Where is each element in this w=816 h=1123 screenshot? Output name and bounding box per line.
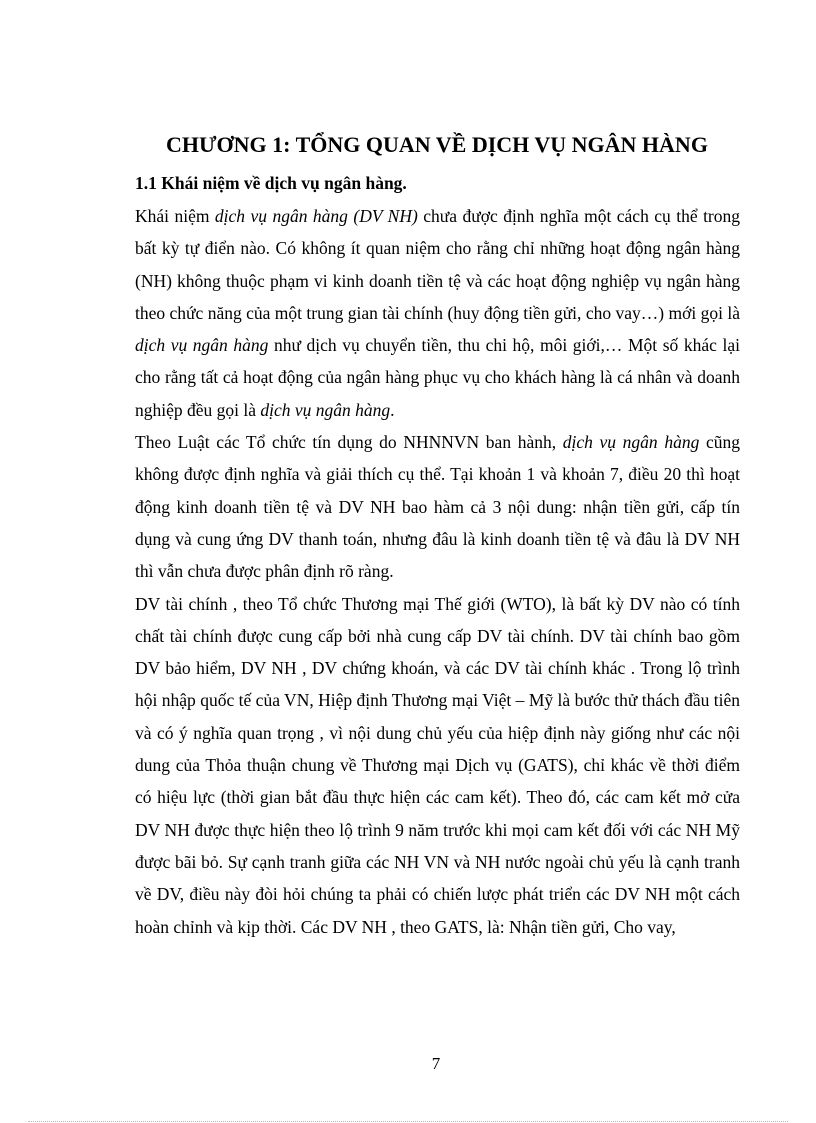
paragraph-1-text-1: Khái niệm [135, 206, 215, 226]
paragraph-3-text-1: DV tài chính , theo Tổ chức Thương mại Thế giới (WTO), là bất kỳ DV nào có tính chất tài chính được cung cấp bởi nhà cung cấp DV tài chính. DV tài chính bao gồm DV bảo hiểm, DV NH , DV chứng khoán, và các DV tài chính khác . Trong lộ trình hội nhập quốc tế của VN, Hiệp định Thương mại Việt – Mỹ là bước thử thách đầu tiên và có ý nghĩa quan trọng , vì nội dung chủ yếu của hiệp định này giống như các nội dung của Thỏa thuận chung về Thương mại Dịch vụ (GATS), chỉ khác về thời điểm có hiệu lực (thời gian bắt đầu thực hiện các cam kết). Theo đó, các cam kết mở cửa DV NH được thực hiện theo lộ trình 9 năm trước khi mọi cam kết đối với các NH Mỹ được bãi bỏ. Sự cạnh tranh giữa các NH VN và NH nước ngoài chủ yếu là cạnh tranh về DV, điều này đòi hỏi chúng ta phải có chiến lược phát triển các DV NH một cách hoàn chỉnh và kịp thời. Các DV NH , theo GATS, là: Nhận tiền gửi, Cho vay, [135, 593, 740, 937]
paragraph-1-text-3: như dịch vụ chuyển tiền, thu chi hộ, môi giới,… Một số khác lại cho rằng tất cả hoạt động của ngân hàng phục vụ cho khách hàng là cá nhân và doanh nghiệp đều gọi là [135, 335, 740, 420]
paragraph-3 [135, 588, 740, 943]
paragraph-2 [135, 426, 740, 587]
paragraph-1-italic-2: dịch vụ ngân hàng [135, 335, 269, 356]
paragraph-1-italic-3: dịch vụ ngân hàng [260, 399, 391, 420]
paragraph-1-text-4: . [390, 399, 395, 420]
paragraph-1-text-2: chưa được định nghĩa một cách cụ thể trong bất kỳ tự điển nào. Có không ít quan niệm cho rằng chỉ những hoạt động ngân hàng (NH) không thuộc phạm vi kinh doanh tiền tệ và các hoạt động nghiệp vụ ngân hàng theo chức năng của một trung gian tài chính (huy động tiền gửi, cho vay…) mới gọi là [135, 206, 741, 323]
paragraph-2-text-2: cũng không được định nghĩa và giải thích cụ thể. Tại khoản 1 và khoản 7, điều 20 thì hoạt động kinh doanh tiền tệ và DV NH bao hàm cả 3 nội dung: nhận tiền gửi, cấp tín dụng và cung ứng DV thanh toán, nhưng đâu là kinh doanh tiền tệ và đâu là DV NH thì vẫn chưa được phân định rõ ràng. [135, 432, 740, 582]
paragraph-2-text-1: Theo Luật các Tổ chức tín dụng do NHNNVN ban hành, [135, 432, 563, 453]
body-text [135, 200, 740, 943]
section-heading: 1.1 Khái niệm về dịch vụ ngân hàng. [135, 173, 407, 193]
page-number: 7 [431, 1054, 441, 1073]
paragraph-1 [135, 200, 740, 426]
paragraph-1-italic-1: dịch vụ ngân hàng (DV NH) [214, 206, 418, 226]
paragraph-2-italic-1: dịch vụ ngân hàng [562, 432, 700, 453]
chapter-title: CHƯƠNG 1: TỔNG QUAN VỀ DỊCH VỤ NGÂN HÀNG [166, 132, 708, 157]
page-bottom-border [28, 1121, 788, 1122]
